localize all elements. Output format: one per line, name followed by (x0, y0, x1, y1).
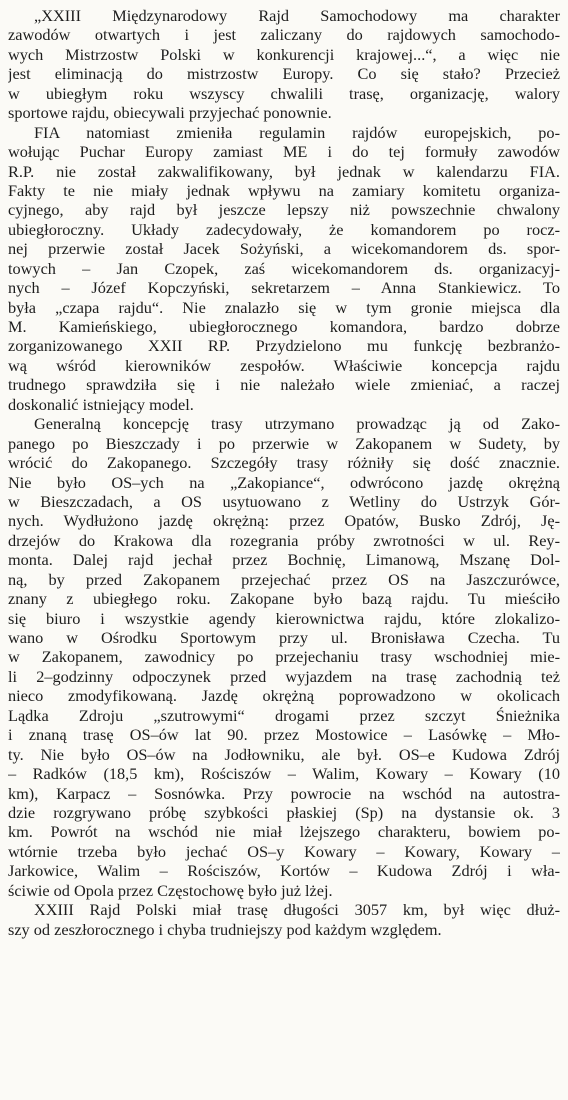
text-line: jest eliminacją do mistrzostw Europy. Co się stało? Przecież (8, 64, 560, 84)
text-line: panego po Bieszczady i po przerwie w Zakopanem w Sudety, by (8, 433, 560, 453)
text-line: km), Karpacz – Sosnówka. Przy powrocie na wschód na autostra- (8, 783, 560, 803)
text-line: monta. Dalej rajd jechał przez Bochnię, Limanową, Mszanę Dol- (8, 550, 560, 570)
text-line: trudnego sprawdziła się i nie należało wiele zmieniać, a raczej (8, 375, 560, 395)
text-line: wrócić do Zakopanego. Szczegóły trasy różniły się dość znacznie. (8, 453, 560, 473)
paragraph (8, 6, 560, 123)
text-line: – Radków (18,5 km), Rościszów – Walim, Kowary – Kowary (10 (8, 764, 560, 784)
text-line: FIA natomiast zmieniła regulamin rajdów europejskich, po- (34, 122, 560, 142)
text-line: i znaną trasę OS–ów lat 90. przez Mostowice – Lasówkę – Mło- (8, 725, 560, 745)
text-line: Generalną koncepcję trasy utrzymano prowadząc ją od Zako- (34, 414, 560, 434)
text-line: ubiegłoroczny. Układy zadecydowały, że komandorem po rocz- (8, 219, 560, 239)
text-line: R.P. nie został zakwalifikowany, był jednak w kalendarzu FIA. (8, 161, 560, 181)
text-line: w ubiegłym roku wszyscy chwalili trasę, organizację, walory (8, 83, 560, 103)
text-line: Fakty te nie miały jednak wpływu na zamiary komitetu organiza- (8, 180, 560, 200)
text-line: sportowe rajdu, obiecywali przyjechać ponownie. (8, 103, 332, 123)
text-line: w Bieszczadach, a OS usytuowano z Wetliny do Ustrzyk Gór- (8, 491, 560, 511)
text-line: wołując Puchar Europy zamiast ME i do tej formuły zawodów (8, 142, 560, 162)
text-line: dzie rozgrywano próbę szybkości płaskiej (Sp) na dystansie ok. 3 (8, 802, 560, 822)
text-line: wych Mistrzostw Polski w konkurencji krajowej...“, a więc nie (8, 44, 560, 64)
paragraph (8, 900, 560, 939)
text-line: Lądka Zdroju „szutrowymi“ drogami przez szczyt Śnieżnika (8, 705, 560, 725)
text-line: była „czapa rajdu“. Nie znalazło się w tym gronie miejsca dla (8, 297, 560, 317)
text-line: XXIII Rajd Polski miał trasę długości 3057 km, był więc dłuż- (34, 900, 560, 920)
text-line: towych – Jan Czopek, zaś wicekomandorem ds. organizacyj- (8, 258, 560, 278)
text-line: ną, by przed Zakopanem przejechać przez OS na Jaszczurówce, (8, 569, 560, 589)
text-line: „XXIII Międzynarodowy Rajd Samochodowy ma charakter (34, 6, 560, 25)
text-line: nej przerwie został Jacek Sożyński, a wicekomandorem ds. spor- (8, 239, 560, 259)
text-line: się biuro i wszystkie agendy kierownictwa rajdu, które zlokalizo- (8, 608, 560, 628)
text-line: wą wśród kierowników zespołów. Właściwie koncepcja rajdu (8, 355, 560, 375)
text-line: zawodów otwartych i jest zaliczany do rajdowych samochodo- (8, 25, 560, 45)
text-line: Jarkowice, Walim – Rościszów, Kortów – Kudowa Zdrój i wła- (8, 861, 560, 881)
text-line: li 2–godzinny odpoczynek przed wyjazdem na trasę zachodnią też (8, 666, 560, 686)
article-body (8, 6, 560, 939)
text-line: Nie było OS–ych na „Zakopiance“, odwrócono jazdę okrężną (8, 472, 560, 492)
document-page (8, 6, 560, 1094)
text-line: nych. Wydłużono jazdę okrężną: przez Opatów, Busko Zdrój, Ję- (8, 511, 560, 531)
text-line: ściwie od Opola przez Częstochowę było już lżej. (8, 880, 333, 900)
text-line: drzejów do Krakowa dla rozegrania próby zwrotności w ul. Rey- (8, 530, 560, 550)
text-line: szy od zeszłorocznego i chyba trudniejszy pod każdym względem. (8, 919, 442, 939)
text-line: wtórnie trzeba było jechać OS–y Kowary – Kowary, Kowary – (8, 841, 560, 861)
text-line: cyjnego, aby rajd był jeszcze lepszy niż powszechnie chwalony (8, 200, 560, 220)
paragraph (8, 414, 560, 900)
text-line: nieco zmodyfikowaną. Jazdę okrężną poprowadzono w okolicach (8, 686, 560, 706)
text-line: wano w Ośrodku Sportowym przy ul. Bronisława Czecha. Tu (8, 628, 560, 647)
text-line: znany z ubiegłego roku. Zakopane było bazą rajdu. Tu mieściło (8, 589, 560, 609)
text-line: nych – Józef Kopczyński, sekretarzem – Anna Stankiewicz. To (8, 278, 560, 298)
paragraph (8, 123, 560, 415)
text-line: ty. Nie było OS–ów na Jodłowniku, ale był. OS–e Kudowa Zdrój (8, 744, 560, 764)
text-line: km. Powrót na wschód nie miał lżejszego charakteru, bowiem po- (8, 822, 560, 842)
text-line: M. Kamieńskiego, ubiegłorocznego komandora, bardzo dobrze (8, 317, 560, 336)
text-line: w Zakopanem, zawodnicy po przejechaniu trasy wschodniej mie- (8, 647, 560, 667)
text-line: doskonalić istniejący model. (8, 394, 194, 414)
text-line: zorganizowanego XXII RP. Przydzielono mu funkcję bezbranżo- (8, 336, 560, 356)
